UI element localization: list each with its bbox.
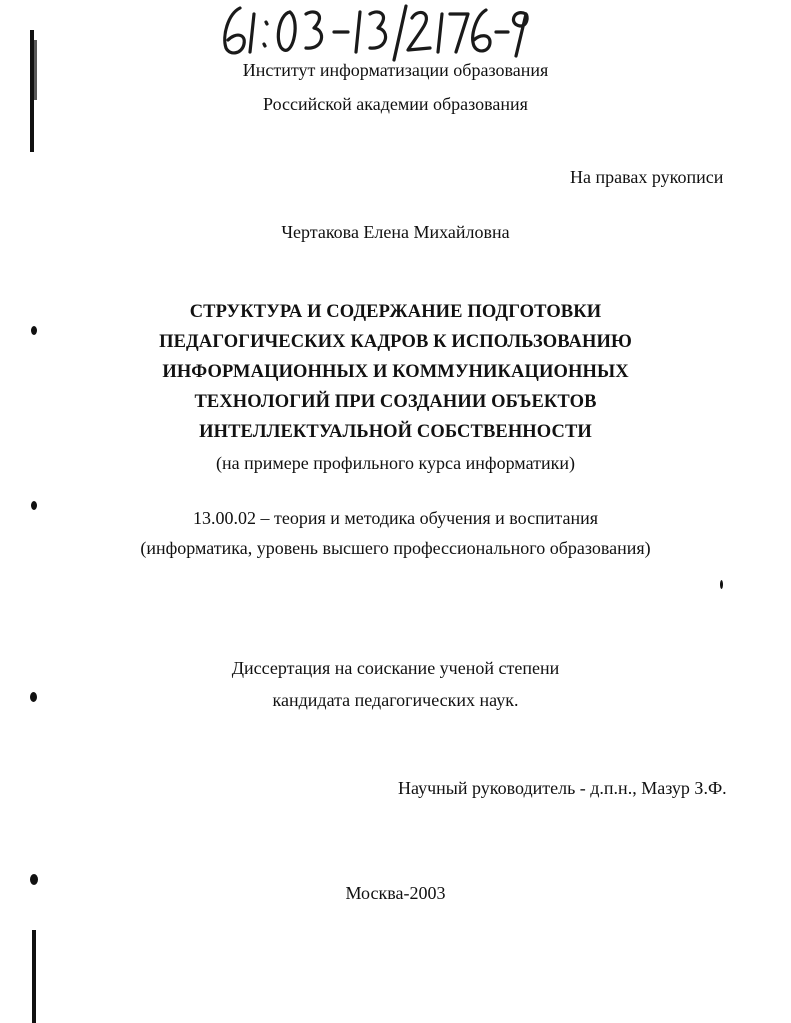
institution-line-2: Российской академии образования (263, 94, 528, 114)
degree-line-2: кандидата педагогических наук. (272, 690, 519, 710)
institution-line-1: Институт информатизации образования (242, 60, 549, 80)
supervisor: Научный руководитель - д.п.н., Мазур З.Ф. (398, 778, 727, 798)
title-line-2: ПЕДАГОГИЧЕСКИХ КАДРОВ К ИСПОЛЬЗОВАНИЮ (159, 332, 632, 352)
author-name: Чертакова Елена Михайловна (281, 222, 510, 242)
title-line-3: ИНФОРМАЦИОННЫХ И КОММУНИКАЦИОННЫХ (162, 362, 629, 382)
degree-line-1: Диссертация на соискание ученой степени (231, 658, 560, 678)
title-line-5: ИНТЕЛЛЕКТУАЛЬНОЙ СОБСТВЕННОСТИ (199, 422, 592, 442)
specialty-line-2: (информатика, уровень высшего профессионального образования) (140, 538, 651, 558)
title-line-1: СТРУКТУРА И СОДЕРЖАНИЕ ПОДГОТОВКИ (189, 302, 602, 322)
scan-edge-mark (32, 930, 36, 1023)
rights-note: На правах рукописи (570, 167, 724, 187)
subtitle: (на примере профильного курса информатики) (216, 453, 575, 473)
city-year: Москва-2003 (345, 883, 446, 903)
handwritten-archive-code (210, 0, 530, 62)
title-line-4: ТЕХНОЛОГИЙ ПРИ СОЗДАНИИ ОБЪЕКТОВ (194, 392, 597, 412)
scan-dot (720, 580, 723, 589)
specialty-line-1: 13.00.02 – теория и методика обучения и воспитания (192, 508, 599, 528)
